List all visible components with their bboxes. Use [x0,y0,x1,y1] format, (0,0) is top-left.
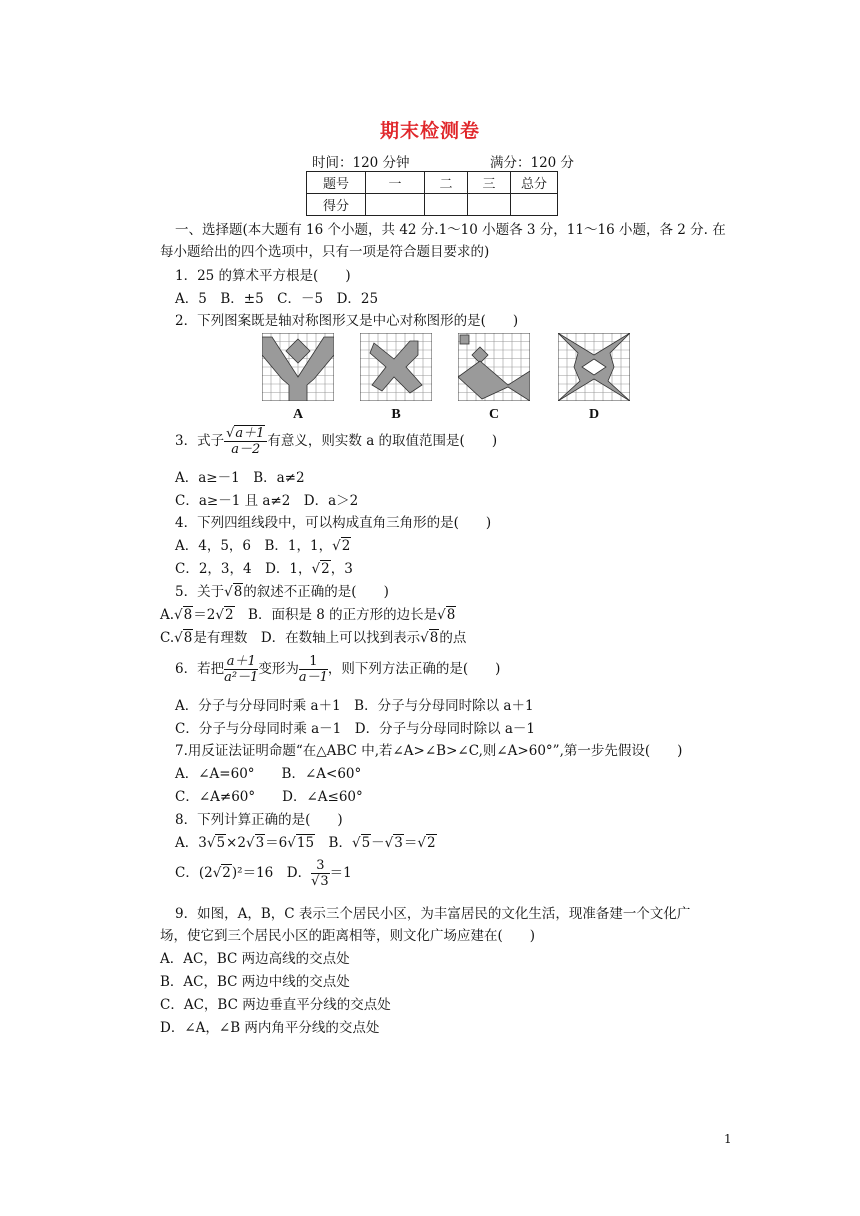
q3-fraction: $\frac{√a+1}{a-2}$ [224,426,267,457]
q4-options-2: C．2，3，4 D．1，√2，3 [175,561,353,577]
score-cell [425,194,468,216]
q8-f-den: 3 [320,874,329,889]
q3-options-1: A．a≥－1 B．a≠2 [175,470,305,486]
q4-opt2-text: C．2，3，4 D．1， [175,561,312,577]
q2-stem: 2．下列图案既是轴对称图形又是中心对称图形的是( ) [175,313,519,329]
q8-a1: A．3 [175,835,207,851]
q8-r6: 2 [426,835,436,851]
q5-a-mid: ＝2 [193,607,216,623]
section-header-line1: 一、选择题(本大题有 16 个小题，共 42 分.1～10 小题各 3 分，11～16 小题，各 2 分. 在 [175,222,726,238]
q6-f1-den: a²－1 [224,670,259,685]
q3-denominator: a－2 [231,442,261,457]
q6-options-2: C．分子与分母同时乘 a－1 D．分子与分母同时除以 a－1 [175,721,536,737]
q3-radicand: a＋1 [235,426,265,441]
q9-option-c: C．AC，BC 两边垂直平分线的交点处 [160,997,391,1013]
q8-stem: 8．下列计算正确的是( ) [175,812,343,828]
q8-r5: 3 [394,835,403,851]
q8-c1: C．(2 [175,865,213,881]
figure-d [558,333,630,401]
score-cell [468,194,511,216]
figure-d-label: D [588,407,600,422]
q6-mid: 变形为 [258,661,299,677]
header-cell: 题号 [307,172,366,194]
q6-prefix: 6．若把 [175,661,225,677]
full-score: 满分：120 分 [490,155,575,171]
q5-d-suffix: 的点 [439,630,467,646]
header-cell: 三 [468,172,511,194]
q8-c2: )²＝16 D． [231,865,312,881]
q3-prefix: 3．式子 [175,433,225,449]
q1-stem: 1．25 的算术平方根是( ) [175,268,351,284]
q7-options-1: A．∠A=60° B．∠A<60° [175,766,362,782]
q5-d-radicand: 8 [429,630,439,646]
section-header-line2: 每小题给出的四个选项中，只有一项是符合题目要求的) [160,244,490,260]
q5-options-2: C.√8是有理数 D．在数轴上可以找到表示√8的点 [160,630,467,646]
page-title: 期末检测卷 [379,120,480,142]
q6-options-1: A．分子与分母同时乘 a＋1 B．分子与分母同时除以 a＋1 [175,698,534,714]
score-cell [366,194,425,216]
q5-c-text: 是有理数 D．在数轴上可以找到表示 [193,630,421,646]
q8-a3: ＝6 [265,835,288,851]
q9-option-b: B．AC，BC 两边中线的交点处 [160,974,350,990]
figure-a-label: A [292,407,304,422]
q3-stem [175,426,497,457]
q7-options-2: C．∠A≠60° D．∠A≤60° [175,789,363,805]
q5-stem: 5．关于√8的叙述不正确的是( ) [175,584,389,600]
figure-c-label: C [488,407,500,422]
q8-options-1: A．3√5×2√3＝6√15 B．√5－√3＝√2 [175,835,436,851]
q6-stem [175,654,500,685]
q8-r7: 2 [222,865,231,881]
q8-fraction: $\frac{3}{√3}$ [311,858,329,889]
q6-f2-den: a－1 [298,670,328,685]
page-number: 1 [724,1132,732,1146]
q8-r2: 3 [255,835,265,851]
q6-fraction-1 [224,654,258,685]
exam-meta [312,151,575,171]
q5-b-text: B．面积是 8 的正方形的边长是 [234,607,438,623]
q4-opt1-text: A．4，5，6 B．1，1， [175,538,333,554]
figure-a [262,333,334,401]
q4-opt2-suffix: ，3 [330,561,353,577]
time-limit: 时间：120 分钟 [312,155,410,171]
score-cell [511,194,558,216]
header-cell: 一 [366,172,425,194]
q7-stem: 7.用反证法证明命题“在△ABC 中,若∠A>∠B>∠C,则∠A>60°”,第一步先假设( ) [175,743,683,759]
header-cell: 二 [425,172,468,194]
q5-a-radicand2: 2 [224,607,234,623]
q6-f2-num: 1 [299,654,328,670]
q5-suffix: 的叙述不正确的是( ) [243,584,389,600]
q9-line2: 场，使它到三个居民小区的距离相等，则文化广场应建在( ) [160,928,536,944]
q8-d-suffix: ＝1 [329,865,352,881]
q5-c-radicand: 8 [183,630,193,646]
figure-b-label: B [391,407,401,422]
q6-suffix: ，则下列方法正确的是( ) [327,661,501,677]
q4-opt1-radicand: 2 [341,538,351,554]
q1-options: A．5 B．±5 C．－5 D．25 [175,291,379,307]
q9-line1: 9．如图，A，B，C 表示三个居民小区，为丰富居民的文化生活，现准备建一个文化广 [175,906,691,922]
q8-b2: － [371,835,385,851]
q6-f1-num: a＋1 [224,654,258,670]
q8-f-num: 3 [311,858,330,874]
figure-c [458,333,530,401]
q8-options-2: C．(2√2)²＝16 D． $\frac{3}{√3}$ ＝1 [175,858,352,889]
q3-suffix: 有意义，则实数 a 的取值范围是( ) [267,433,498,449]
q8-a2: ×2 [226,835,246,851]
q5-b-radicand: 8 [446,607,456,623]
q6-fraction-2 [299,654,328,685]
q8-b1: B． [315,835,352,851]
q5-a-radicand: 8 [183,607,193,623]
score-table [306,171,558,216]
q8-r1: 5 [216,835,226,851]
q3-options-2: C．a≥－1 且 a≠2 D．a＞2 [175,493,359,509]
q8-r3: 15 [296,835,315,851]
row-label: 得分 [307,194,366,216]
header-cell: 总分 [511,172,558,194]
q4-stem: 4．下列四组线段中，可以构成直角三角形的是( ) [175,515,492,531]
q9-option-a: A．AC，BC 两边高线的交点处 [160,951,350,967]
score-row [307,194,558,216]
score-header-row [307,172,558,194]
q5-radicand: 8 [233,584,243,600]
q8-b3: ＝ [403,835,418,851]
q5-prefix: 5．关于 [175,584,225,600]
q5-options-1: A.√8＝2√2 B．面积是 8 的正方形的边长是√8 [160,607,456,623]
q9-option-d: D．∠A，∠B 两内角平分线的交点处 [160,1020,380,1036]
figure-b [360,333,432,401]
q8-r4: 5 [361,835,371,851]
q4-opt2-radicand: 2 [321,561,330,577]
q4-options-1: A．4，5，6 B．1，1，√2 [175,538,351,554]
